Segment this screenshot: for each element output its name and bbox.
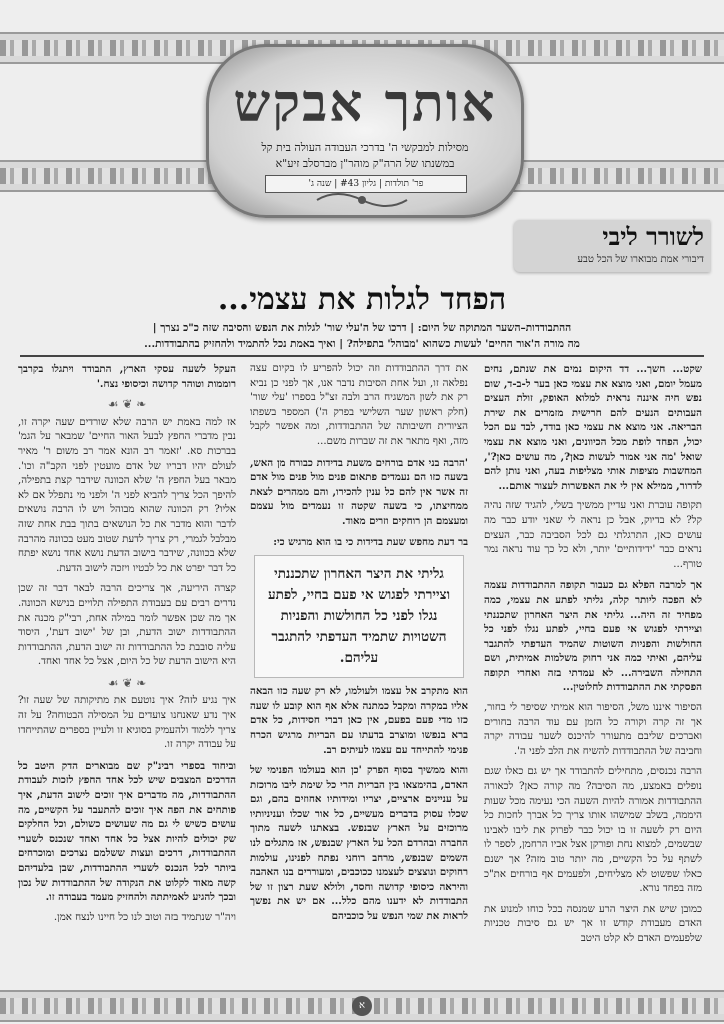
pull-quote: גליתי את היצר האחרון שתכננתי וציירתי לפגוש אי פעם בחיי, לפתע נגלו לפני כל החולשות והפניות השטויות שתמיד העדפתי להתגבר עליהם. [254, 555, 464, 678]
article-column-right [484, 362, 702, 982]
masthead-subtitle-line2: במשנתו של הרה"ק מוהר"ן מברסלב זיע"א [275, 157, 455, 170]
paragraph: ויה"ר שנתמיד בזה וטוב לנו כל חיינו לנצח אמן. [53, 911, 236, 923]
paragraph: כמובן שיש את היצר הרע שמנסה בכל כוחו למנוע את האדם מעבודת קודש זו אך יש גם סיבות טכניות שלפעמים האדם לא קלט היטב [484, 903, 702, 944]
issue-info: פר' תולדות | גליון #43 | שנה ג' [265, 175, 467, 193]
paragraph: וביחוד בספרי רבינ"ק שם מבוארים הדק היטב כל הדרכים המצבים שיש לכל אחד החפץ לזכות לעבודת ההתבודדות, מה מדברים איך זוכים לישוב הדעת, איך פותחים את הפה איך זוכים להתעבר על הקשיים, מה עושים כשיש לי גם מה שעושים כשולם, וכל החלקים שק יכולים להיות אצל כל אחד ואחד שנכנס לשערי ההתבודדות, דרכים ועצות ששלמם נצרכים ומוכרחים ביותר לכל הנכנס לשערי ההתבודדות, שבן בלעדיהם קשה מאוד לקלוט את הנקודה של ההתבודדות של נכון ובכך להגיע לאמיתתה ולהחזיק מעמד בעבודה זו. [18, 759, 236, 904]
paragraph: והוא ממשיך בסוף הפרק 'כן הוא בעולמו הפנימי של האדם, בהימצאו בין הבריות הרי כל שימת ליבו מרוכזת על עניינים ארציים, יצריו ומידותיו אחוזים בהם, וגם שכלו עסוק בדברים מעשיים, כל אור שכלו ועניניותיו מרוכזים על הארץ שבנפש. בצאתנו לשעה מתוך החברה ובהרדם הכל על הארץ שבנפש, אז מתגלים לנו השמים שבנפש, מרחב רוחני נפתח לפנינו, עולמות רחוקים ונוצצים לעצמנו ככוכבים, ומעוררים בנו האהבה והיראה כיסופי קדושה וחסד, ולולא שעת רצון זו של התבודדות לא ידענו מהם כלל... אם יש את נפשך לראות את שמי הנפש על כוכביהם [250, 764, 468, 923]
flourish-icon: ❧ ❦ ☙ [107, 675, 147, 690]
page-number: א [352, 996, 372, 1016]
article-headline: הפחד לגלות את עצמי... [217, 282, 507, 317]
paragraph: הוא מתקרב אל עצמו ולעולמו, לא רק שעה כזו הבאה אליו במקרה ומקבל כמתנה אלא אף הוא קובע לו שעה כזו מדי פעם בפעם, אין כאן דברי חסידות, כל אדם ברא בנפשו ומוצרב בדעתו עם הבריות מרגיש הכרח פנימי להתייחד עם עצמו לעיתים רב. [250, 685, 468, 756]
masthead-title: אותך אבקש [233, 73, 497, 134]
section-tag-subtitle: דיבורי אמת מבוארו של הכל טבע [577, 254, 704, 265]
paragraph: שקט... חשך... דד היקום נמים את שנתם, נחים מעמל יומם, ואני מוצא את עצמי כאן בער ל-ב-ד, שום נפש חיה איננה נראית למלוא האופק, זולת העצים העבותים הנעים להם חרישית מזמרים את שירת הבריאה. אני מוצא את עצמי כאן בודד, לבד עם הכל יכול, הפחד לופת מכל הכיוונים, ואני מוצא את עצמי שואל 'מה אני אמור לעשות כאן?, מה עושים כאן?', המחשבות מציפות אותי מצליפות בעה, ואני נותן להם לדרור, ממילא אין לי את האפשרות לעצור אותם... [484, 363, 702, 492]
paragraph: בר דעת מחפש שעת בדידות כי בו הוא מרגיש כי: [273, 535, 468, 548]
header [0, 60, 724, 189]
section-tag [514, 220, 710, 272]
paragraph: הרבה נכנסים, מתחילים להתבודד אך יש גם כאלו שגם נופלים באמצע, מה הסיבה? מה קורה כאן? לכאורה ההתבודדות אמורה להיות השעה הכי נעימה מכל שעות היממה, בשלב שמישהו אותו צריך כל אברך לחכות כל היום רק לשעה זו בו יכול כבר לפרוק את ליבו לאבינו שבשמים, למצוא נחת ופורקן אצל אביו הרחמן, לספר לו לשתף על כל הקשיים, מה יותר טוב מזה? אך ישנם כאלו שפשוט לא מצליחים, ולפעמים אף בורחים את"כ מזה בפחד נורא. [484, 766, 702, 895]
section-tag-title: לשורר ליבי [602, 222, 704, 251]
paragraph: קצרה היריעה, אך צריכים הרבה לבאר דבר זה שכן נדרים רבים עם בעבודת התפילה תלויים בנישא הכוונה. אך מה שכן אפשר לומר במילה אחת, רבי"ק מכנה את ההתבודדות ישוב הדעת, ובן של 'ישוב דעת', היסוד עליה סובבת כל ההתבודדות זה ישוב הדעת, ההתבודדות היא הישוב הדעת של כל היום, אצל כל אחד ואחד. [18, 583, 236, 668]
paragraph: איך נגיע לזה? איך נוטעם את מתיקותה של שעה זו? איך נדע שאנחנו צועדים על המסילה הבטוחה? על זה צריך ללמוד ולהעמיק בסוגיא זו ולעיין בספרים שהתייחדו על עבודה יקרה זו. [18, 695, 236, 751]
article-column-middle [250, 362, 468, 982]
paragraph: תקופה עוברת ואני עדיין ממשיך בשלי, להגיד שזה נהיה קל? לא בדיוק, אבל כן נראה לי שאני יודע כבר מה עושים כאן, התרגלתי גם לכל הסביבה כבר, העצים נראים כבר 'ידידותיים' יותר, ולא כל כך עוד נראה נמר טורף... [484, 500, 702, 570]
article-subheadline-1: ההתבודדות–השער המתוקה של היום: | דרכו של ה'עלי שור' לגלות את הנפש והסיבה שזה כ"כ נצרך | [152, 322, 572, 334]
paragraph: העקל לשעה עסקי הארץ, התבודד ויתגלו בקרבך רוממות וטוהר קדושה וכיסופי נצח.' [18, 363, 236, 390]
paragraph: 'הרבה בני אדם בורחים משעת בדידות כבורח מן האש, בשעה כזו הם נעמדים פתאום פנים מול פנים מול אדם זה אשר אין להם כל ענין להכירו, והם ממהרים לצאת ממחיצתו, כי בשעה שקטה זו נעמדים מול עצמם ומעצמם הן רוחקים וזרים מאוד. [250, 456, 468, 527]
paragraph: אך למרבה הפלא גם כעבור תקופה ההתבודדות עצמה לא הפכה ליותר קלה, גליתי לפתע את עצמי, כמה מפחיד זה היה... גליתי את היצר האחרון שתכננתי וציירתי לפגוש אי פעם בחיי, לפתע נגלו לפני כל החולשות והפניות השוטות שהמיד העדפתי להתגבר עליהם, ואיתי כמה אני רחוק משלמות אמיתית, ושם התחילה השבירה... לא עמדתי בזה ואחרי תקופה הפסקתי את ההתבודדות לחלוטין... [484, 579, 702, 694]
paragraph: הסיפור איננו משל, הסיפור הוא אמיתי שסיפר לי בחור, אך זה קרה וקורה כל הזמן עם עוד הרבה בחורים ואברכים שליבם מתעורר להיכנס לשער עבודה יקרה וחביבה של ההתבודדות להשיח את הלב לפני ה'. [484, 702, 702, 757]
paragraph: אז למה באמת יש הרבה שלא שורדים שעה יקרה זו, נבין מדברי החפץ לבעל האור החיים' שמבאר על הגמ' בברכות סא. 'זאמר רב הונא אמר רב משום ר' מאיר לעולם יהיו דבריו של אדם מועטין לפני הקב"ה וכו'. מבאר בעל החפץ ה' שלא הכוונה שידבר קצת בתפילה, להיפך הכל צריך להביא לפני ה' ולפני מי נתפלל אם לא אליו? רק הכוונה שהוא מבוהל ויש לו הרבה נושאים לדבר והוא מדבר את כל הנושאים בתוך בבת אחת שזה מבלבל לגמרי, רק צריך לדעת שטוב מעט בכוונה מהרבה שלא בכוונה, שידבר בישוב הדעת נושא אחד נושא יפתח כל דבר יפרט את כל לבטיו ויזכה לישוב הדעת. [18, 416, 236, 574]
article-column-left [18, 362, 236, 982]
paragraph: את דרך ההתבודדות וזה יכול להפריע לו בקיום עצה נפלאה זו, ועל אחת הסיבות נדבר אנו, אך לפני כן נביא רק את לשון המשגיח הרב ולבה זצ"ל בספרו 'עלי שור' (חלק ראשון שער השלישי בפרק ה') המספר בשפתו הציורית חשיבותה של ההתבודדות, ומה אפשר לקבל מזה, ואף מתאר את זה שברות משם... [250, 363, 468, 447]
masthead-subtitle-line1: מסילות למבקשי ה' בדרכי העבודה העולה בית קל [261, 141, 469, 154]
headline-rule [20, 355, 704, 357]
article-subheadline-2: מה מורה ה'אור החיים' לעשות כשהוא 'מבוהל' בתפילה? | ואיך באמת נכל להתמיד ולהחזיק בהתבודדות... [144, 338, 580, 350]
flourish-icon: ❧ ❦ ☙ [107, 397, 147, 412]
ornament-divider-icon [312, 186, 412, 214]
